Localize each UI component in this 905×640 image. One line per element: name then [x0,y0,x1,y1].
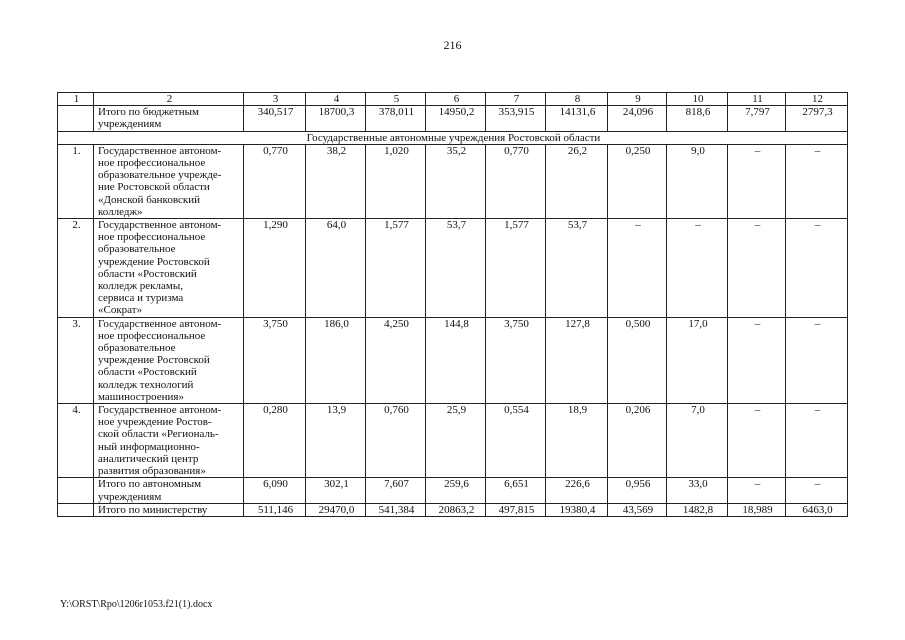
value-cell: – [728,144,786,218]
column-header: 8 [546,93,608,106]
value-cell: 127,8 [546,317,608,403]
table-row [58,219,848,318]
name-line: аналитический центр [98,452,199,465]
column-header: 11 [728,93,786,106]
value-cell: 0,760 [366,404,426,478]
value-cell: 511,146 [244,503,306,516]
value-cell: 541,384 [366,503,426,516]
name-line: машиностроения» [98,390,184,403]
column-header: 7 [486,93,546,106]
table-row [58,503,848,516]
page-number: 216 [443,38,462,52]
data-table [57,92,848,517]
value-cell: 1,290 [244,219,306,318]
name-line: ное профессиональное [98,329,206,342]
institution-name [94,219,244,318]
name-line: области «Ростовский [98,267,197,280]
value-cell: 35,2 [426,144,486,218]
row-number: 3. [58,317,94,403]
institution-name [94,503,244,516]
value-cell: 7,0 [667,404,728,478]
value-cell: 3,750 [244,317,306,403]
name-line: Государственное автоном- [98,219,222,232]
name-line: Итого по министерству [98,503,208,516]
table-row [58,144,848,218]
name-line: ное профессиональное [98,231,206,244]
value-cell: 14131,6 [546,106,608,131]
value-cell: 13,9 [306,404,366,478]
value-cell: 18,989 [728,503,786,516]
value-cell: 259,6 [426,478,486,503]
name-line: Государственное автоном- [98,317,222,330]
value-cell: – [667,219,728,318]
value-cell: 497,815 [486,503,546,516]
row-number: 4. [58,404,94,478]
value-cell: – [786,317,848,403]
institution-name [94,478,244,503]
value-cell: – [786,144,848,218]
value-cell: – [728,219,786,318]
name-line: Государственное автоном- [98,404,222,417]
value-cell: 0,280 [244,404,306,478]
value-cell: 1,577 [486,219,546,318]
name-line: образовательное [98,243,176,256]
name-line: учреждение Ростовской [98,354,210,367]
value-cell: 20863,2 [426,503,486,516]
value-cell: 6,651 [486,478,546,503]
name-line: колледж технологий [98,378,194,391]
footer-file-path: Y:\ORST\Rpo\1206r1053.f21(1).docx [60,599,213,610]
name-line: ный информационно- [98,440,200,453]
value-cell: 0,770 [244,144,306,218]
name-line: Итого по автономным [98,478,202,491]
institution-name [94,317,244,403]
name-line: «Сократ» [98,304,143,317]
value-cell: 1,577 [366,219,426,318]
name-line: Итого по бюджетным [98,106,199,119]
column-header: 12 [786,93,848,106]
value-cell: 3,750 [486,317,546,403]
value-cell: 7,797 [728,106,786,131]
row-number [58,503,94,516]
row-number: 1. [58,144,94,218]
table-body [58,93,848,517]
value-cell: – [728,478,786,503]
value-cell: 340,517 [244,106,306,131]
value-cell: 2797,3 [786,106,848,131]
table-row [58,317,848,403]
value-cell: 38,2 [306,144,366,218]
value-cell: 353,915 [486,106,546,131]
value-cell: 29470,0 [306,503,366,516]
value-cell: 6463,0 [786,503,848,516]
name-line: развития образования» [98,465,206,478]
column-header: 4 [306,93,366,106]
value-cell: 25,9 [426,404,486,478]
value-cell: 53,7 [426,219,486,318]
name-line: ние Ростовской области [98,181,210,194]
value-cell: 17,0 [667,317,728,403]
name-line: области «Ростовский [98,366,197,379]
column-header: 5 [366,93,426,106]
institution-name [94,404,244,478]
column-header: 9 [608,93,667,106]
name-line: сервиса и туризма [98,292,184,305]
value-cell: 226,6 [546,478,608,503]
column-header: 1 [58,93,94,106]
value-cell: 378,011 [366,106,426,131]
value-cell: 19380,4 [546,503,608,516]
section-row [58,131,848,144]
value-cell: 0,250 [608,144,667,218]
name-line: учреждениям [98,118,162,131]
value-cell: 186,0 [306,317,366,403]
value-cell: 7,607 [366,478,426,503]
table-row [58,478,848,503]
name-line: учреждение Ростовской [98,255,210,268]
name-line: «Донской банковский [98,193,200,206]
institution-name [94,106,244,131]
section-title: Государственные автономные учреждения Ростовской области [58,131,848,144]
name-line: колледж рекламы, [98,280,184,293]
table-row [58,106,848,131]
value-cell: 9,0 [667,144,728,218]
value-cell: 64,0 [306,219,366,318]
value-cell: 0,770 [486,144,546,218]
name-line: учреждениям [98,490,162,503]
column-header: 3 [244,93,306,106]
value-cell: – [608,219,667,318]
value-cell: 14950,2 [426,106,486,131]
column-header: 10 [667,93,728,106]
table-row [58,404,848,478]
row-number [58,106,94,131]
column-header: 2 [94,93,244,106]
value-cell: 18700,3 [306,106,366,131]
value-cell: 144,8 [426,317,486,403]
value-cell: 18,9 [546,404,608,478]
value-cell: 53,7 [546,219,608,318]
value-cell: 4,250 [366,317,426,403]
value-cell: – [728,404,786,478]
name-line: Государственное автоном- [98,144,222,157]
row-number [58,478,94,503]
value-cell: 24,096 [608,106,667,131]
value-cell: 0,206 [608,404,667,478]
value-cell: 1,020 [366,144,426,218]
name-line: образовательное учрежде- [98,169,222,182]
value-cell: 0,500 [608,317,667,403]
value-cell: 26,2 [546,144,608,218]
value-cell: – [786,219,848,318]
value-cell: – [786,404,848,478]
value-cell: – [728,317,786,403]
value-cell: 302,1 [306,478,366,503]
name-line: ской области «Региональ- [98,428,219,441]
header-row [58,93,848,106]
name-line: образовательное [98,342,176,355]
name-line: колледж» [98,205,143,218]
column-header: 6 [426,93,486,106]
value-cell: 43,569 [608,503,667,516]
name-line: ное учреждение Ростов- [98,416,212,429]
value-cell: 0,554 [486,404,546,478]
value-cell: 6,090 [244,478,306,503]
value-cell: 33,0 [667,478,728,503]
value-cell: – [786,478,848,503]
row-number: 2. [58,219,94,318]
value-cell: 0,956 [608,478,667,503]
value-cell: 818,6 [667,106,728,131]
name-line: ное профессиональное [98,157,206,170]
institution-name [94,144,244,218]
value-cell: 1482,8 [667,503,728,516]
